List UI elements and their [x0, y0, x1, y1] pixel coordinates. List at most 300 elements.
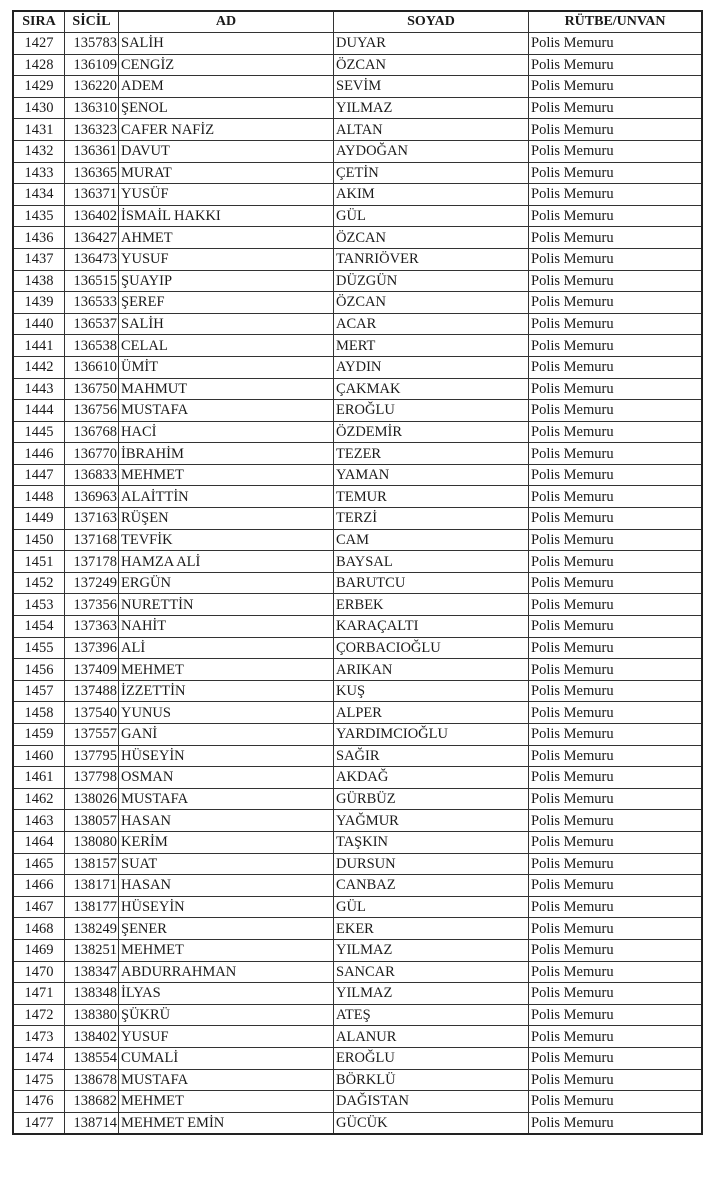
cell-rutbe: Polis Memuru — [529, 831, 703, 853]
cell-ad: MEHMET EMİN — [119, 1112, 334, 1134]
cell-soyad: ÖZDEMİR — [334, 421, 529, 443]
cell-rutbe: Polis Memuru — [529, 702, 703, 724]
cell-sicil: 136537 — [65, 313, 119, 335]
cell-sicil: 137363 — [65, 616, 119, 638]
cell-soyad: SEVİM — [334, 76, 529, 98]
cell-rutbe: Polis Memuru — [529, 119, 703, 141]
cell-sira: 1446 — [13, 443, 65, 465]
cell-rutbe: Polis Memuru — [529, 896, 703, 918]
cell-sicil: 138251 — [65, 939, 119, 961]
table-row — [13, 788, 702, 810]
cell-sira: 1462 — [13, 788, 65, 810]
cell-soyad: YILMAZ — [334, 97, 529, 119]
cell-sicil: 136610 — [65, 356, 119, 378]
table-row — [13, 1112, 702, 1134]
cell-soyad: YAMAN — [334, 464, 529, 486]
cell-ad: MEHMET — [119, 939, 334, 961]
cell-ad: HACİ — [119, 421, 334, 443]
table-row — [13, 551, 702, 573]
cell-soyad: ÇAKMAK — [334, 378, 529, 400]
cell-ad: HÜSEYİN — [119, 896, 334, 918]
cell-sicil: 137168 — [65, 529, 119, 551]
cell-sira: 1445 — [13, 421, 65, 443]
cell-sira: 1451 — [13, 551, 65, 573]
cell-sira: 1474 — [13, 1047, 65, 1069]
cell-sira: 1470 — [13, 961, 65, 983]
cell-ad: CUMALİ — [119, 1047, 334, 1069]
header-rutbe: RÜTBE/UNVAN — [529, 11, 703, 33]
cell-ad: MUSTAFA — [119, 1069, 334, 1091]
cell-ad: HASAN — [119, 875, 334, 897]
cell-sira: 1438 — [13, 270, 65, 292]
cell-rutbe: Polis Memuru — [529, 594, 703, 616]
cell-rutbe: Polis Memuru — [529, 356, 703, 378]
cell-rutbe: Polis Memuru — [529, 853, 703, 875]
cell-sicil: 136473 — [65, 248, 119, 270]
table-row — [13, 767, 702, 789]
cell-sicil: 137396 — [65, 637, 119, 659]
cell-rutbe: Polis Memuru — [529, 486, 703, 508]
cell-rutbe: Polis Memuru — [529, 1091, 703, 1113]
cell-soyad: ÇETİN — [334, 162, 529, 184]
cell-rutbe: Polis Memuru — [529, 140, 703, 162]
cell-soyad: ÖZCAN — [334, 292, 529, 314]
cell-soyad: YILMAZ — [334, 939, 529, 961]
cell-sicil: 137356 — [65, 594, 119, 616]
cell-ad: DAVUT — [119, 140, 334, 162]
cell-rutbe: Polis Memuru — [529, 961, 703, 983]
cell-soyad: AKIM — [334, 184, 529, 206]
cell-soyad: DAĞISTAN — [334, 1091, 529, 1113]
table-row — [13, 594, 702, 616]
table-row — [13, 853, 702, 875]
cell-sicil: 136323 — [65, 119, 119, 141]
cell-ad: ABDURRAHMAN — [119, 961, 334, 983]
cell-ad: OSMAN — [119, 767, 334, 789]
cell-rutbe: Polis Memuru — [529, 400, 703, 422]
cell-sira: 1431 — [13, 119, 65, 141]
cell-sicil: 137163 — [65, 508, 119, 530]
cell-ad: YUSUF — [119, 248, 334, 270]
cell-sicil: 138682 — [65, 1091, 119, 1113]
cell-soyad: BARUTCU — [334, 572, 529, 594]
table-row — [13, 831, 702, 853]
cell-sira: 1447 — [13, 464, 65, 486]
header-soyad: SOYAD — [334, 11, 529, 33]
table-row — [13, 508, 702, 530]
cell-sira: 1467 — [13, 896, 65, 918]
cell-ad: YUSUF — [119, 1026, 334, 1048]
cell-sira: 1471 — [13, 983, 65, 1005]
cell-sicil: 137249 — [65, 572, 119, 594]
personnel-table — [12, 10, 703, 1135]
table-row — [13, 1026, 702, 1048]
cell-soyad: AYDOĞAN — [334, 140, 529, 162]
cell-soyad: GÜCÜK — [334, 1112, 529, 1134]
cell-sira: 1455 — [13, 637, 65, 659]
cell-sira: 1453 — [13, 594, 65, 616]
cell-soyad: DUYAR — [334, 33, 529, 55]
cell-ad: YUNUS — [119, 702, 334, 724]
cell-ad: İSMAİL HAKKI — [119, 205, 334, 227]
table-row — [13, 119, 702, 141]
cell-sicil: 138057 — [65, 810, 119, 832]
cell-sira: 1460 — [13, 745, 65, 767]
cell-ad: MEHMET — [119, 1091, 334, 1113]
cell-soyad: GÜL — [334, 205, 529, 227]
cell-rutbe: Polis Memuru — [529, 767, 703, 789]
cell-soyad: TANRIÖVER — [334, 248, 529, 270]
cell-ad: SALİH — [119, 313, 334, 335]
cell-ad: HASAN — [119, 810, 334, 832]
table-row — [13, 140, 702, 162]
cell-ad: MUSTAFA — [119, 400, 334, 422]
cell-sira: 1466 — [13, 875, 65, 897]
header-sira: SIRA — [13, 11, 65, 33]
table-row — [13, 313, 702, 335]
cell-sicil: 136756 — [65, 400, 119, 422]
cell-rutbe: Polis Memuru — [529, 1112, 703, 1134]
cell-soyad: DÜZGÜN — [334, 270, 529, 292]
cell-sira: 1441 — [13, 335, 65, 357]
cell-soyad: GÜRBÜZ — [334, 788, 529, 810]
cell-ad: SALİH — [119, 33, 334, 55]
table-row — [13, 939, 702, 961]
cell-sicil: 136371 — [65, 184, 119, 206]
cell-sira: 1469 — [13, 939, 65, 961]
table-row — [13, 680, 702, 702]
cell-sira: 1429 — [13, 76, 65, 98]
cell-sira: 1477 — [13, 1112, 65, 1134]
cell-sira: 1461 — [13, 767, 65, 789]
cell-rutbe: Polis Memuru — [529, 551, 703, 573]
cell-soyad: SAĞIR — [334, 745, 529, 767]
cell-ad: HÜSEYİN — [119, 745, 334, 767]
cell-rutbe: Polis Memuru — [529, 637, 703, 659]
cell-sira: 1457 — [13, 680, 65, 702]
cell-ad: ŞÜKRÜ — [119, 1004, 334, 1026]
cell-sicil: 137178 — [65, 551, 119, 573]
cell-sira: 1440 — [13, 313, 65, 335]
cell-soyad: SANCAR — [334, 961, 529, 983]
table-row — [13, 745, 702, 767]
cell-sicil: 136427 — [65, 227, 119, 249]
cell-ad: MEHMET — [119, 659, 334, 681]
cell-ad: KERİM — [119, 831, 334, 853]
table-row — [13, 97, 702, 119]
cell-soyad: EROĞLU — [334, 1047, 529, 1069]
table-row — [13, 896, 702, 918]
cell-soyad: MERT — [334, 335, 529, 357]
cell-soyad: EROĞLU — [334, 400, 529, 422]
table-row — [13, 54, 702, 76]
cell-ad: NAHİT — [119, 616, 334, 638]
cell-soyad: BAYSAL — [334, 551, 529, 573]
header-sicil: SİCİL — [65, 11, 119, 33]
cell-sicil: 136538 — [65, 335, 119, 357]
cell-sicil: 138348 — [65, 983, 119, 1005]
cell-rutbe: Polis Memuru — [529, 918, 703, 940]
table-row — [13, 421, 702, 443]
table-row — [13, 33, 702, 55]
table-row — [13, 983, 702, 1005]
cell-soyad: ALTAN — [334, 119, 529, 141]
cell-rutbe: Polis Memuru — [529, 227, 703, 249]
cell-ad: YUSÜF — [119, 184, 334, 206]
cell-sira: 1459 — [13, 724, 65, 746]
table-row — [13, 205, 702, 227]
table-row — [13, 378, 702, 400]
cell-sira: 1436 — [13, 227, 65, 249]
cell-sira: 1428 — [13, 54, 65, 76]
cell-rutbe: Polis Memuru — [529, 1047, 703, 1069]
cell-rutbe: Polis Memuru — [529, 248, 703, 270]
table-row — [13, 400, 702, 422]
cell-rutbe: Polis Memuru — [529, 184, 703, 206]
cell-ad: CELAL — [119, 335, 334, 357]
cell-sicil: 136833 — [65, 464, 119, 486]
cell-sira: 1443 — [13, 378, 65, 400]
cell-sira: 1463 — [13, 810, 65, 832]
cell-soyad: ALPER — [334, 702, 529, 724]
cell-rutbe: Polis Memuru — [529, 162, 703, 184]
cell-sicil: 136750 — [65, 378, 119, 400]
cell-soyad: KARAÇALTI — [334, 616, 529, 638]
header-row — [13, 11, 702, 33]
table-body — [13, 33, 702, 1135]
cell-sicil: 138177 — [65, 896, 119, 918]
table-row — [13, 875, 702, 897]
table-row — [13, 292, 702, 314]
table-row — [13, 961, 702, 983]
cell-sira: 1450 — [13, 529, 65, 551]
table-row — [13, 1069, 702, 1091]
cell-soyad: CANBAZ — [334, 875, 529, 897]
cell-rutbe: Polis Memuru — [529, 313, 703, 335]
cell-sicil: 138380 — [65, 1004, 119, 1026]
cell-sira: 1452 — [13, 572, 65, 594]
cell-rutbe: Polis Memuru — [529, 788, 703, 810]
cell-ad: ADEM — [119, 76, 334, 98]
cell-rutbe: Polis Memuru — [529, 205, 703, 227]
cell-ad: HAMZA ALİ — [119, 551, 334, 573]
cell-soyad: ÖZCAN — [334, 227, 529, 249]
cell-sicil: 137540 — [65, 702, 119, 724]
table-row — [13, 529, 702, 551]
cell-rutbe: Polis Memuru — [529, 378, 703, 400]
cell-sira: 1468 — [13, 918, 65, 940]
table-row — [13, 356, 702, 378]
cell-sicil: 138402 — [65, 1026, 119, 1048]
cell-sicil: 136770 — [65, 443, 119, 465]
cell-rutbe: Polis Memuru — [529, 875, 703, 897]
table-row — [13, 227, 702, 249]
cell-ad: İLYAS — [119, 983, 334, 1005]
cell-ad: AHMET — [119, 227, 334, 249]
cell-rutbe: Polis Memuru — [529, 572, 703, 594]
cell-rutbe: Polis Memuru — [529, 508, 703, 530]
cell-ad: NURETTİN — [119, 594, 334, 616]
cell-sira: 1432 — [13, 140, 65, 162]
table-row — [13, 616, 702, 638]
cell-rutbe: Polis Memuru — [529, 1004, 703, 1026]
table-row — [13, 184, 702, 206]
cell-rutbe: Polis Memuru — [529, 745, 703, 767]
cell-sicil: 136963 — [65, 486, 119, 508]
cell-soyad: YARDIMCIOĞLU — [334, 724, 529, 746]
cell-soyad: ÖZCAN — [334, 54, 529, 76]
table-row — [13, 162, 702, 184]
cell-sira: 1427 — [13, 33, 65, 55]
table-row — [13, 76, 702, 98]
table-row — [13, 248, 702, 270]
cell-sicil: 136515 — [65, 270, 119, 292]
cell-sira: 1475 — [13, 1069, 65, 1091]
cell-sira: 1439 — [13, 292, 65, 314]
table-row — [13, 637, 702, 659]
cell-rutbe: Polis Memuru — [529, 680, 703, 702]
cell-sira: 1442 — [13, 356, 65, 378]
cell-rutbe: Polis Memuru — [529, 443, 703, 465]
table-row — [13, 1091, 702, 1113]
cell-ad: ALAİTTİN — [119, 486, 334, 508]
cell-rutbe: Polis Memuru — [529, 1026, 703, 1048]
cell-sira: 1434 — [13, 184, 65, 206]
cell-sicil: 137798 — [65, 767, 119, 789]
table-row — [13, 572, 702, 594]
cell-sicil: 135783 — [65, 33, 119, 55]
cell-soyad: EKER — [334, 918, 529, 940]
cell-soyad: DURSUN — [334, 853, 529, 875]
cell-ad: ÜMİT — [119, 356, 334, 378]
cell-sicil: 137488 — [65, 680, 119, 702]
cell-sicil: 138171 — [65, 875, 119, 897]
cell-ad: ŞUAYIP — [119, 270, 334, 292]
cell-sicil: 138714 — [65, 1112, 119, 1134]
cell-rutbe: Polis Memuru — [529, 724, 703, 746]
cell-sicil: 138554 — [65, 1047, 119, 1069]
cell-ad: ERGÜN — [119, 572, 334, 594]
cell-sicil: 138347 — [65, 961, 119, 983]
cell-ad: CAFER NAFİZ — [119, 119, 334, 141]
cell-sira: 1472 — [13, 1004, 65, 1026]
cell-sicil: 136310 — [65, 97, 119, 119]
cell-soyad: CAM — [334, 529, 529, 551]
cell-sira: 1458 — [13, 702, 65, 724]
table-row — [13, 443, 702, 465]
cell-rutbe: Polis Memuru — [529, 1069, 703, 1091]
cell-soyad: ÇORBACIOĞLU — [334, 637, 529, 659]
cell-rutbe: Polis Memuru — [529, 616, 703, 638]
cell-rutbe: Polis Memuru — [529, 939, 703, 961]
cell-soyad: YILMAZ — [334, 983, 529, 1005]
cell-soyad: AYDIN — [334, 356, 529, 378]
table-row — [13, 335, 702, 357]
table-header — [13, 11, 702, 33]
cell-rutbe: Polis Memuru — [529, 421, 703, 443]
header-ad: AD — [119, 11, 334, 33]
cell-sicil: 137409 — [65, 659, 119, 681]
cell-soyad: TERZİ — [334, 508, 529, 530]
table-row — [13, 464, 702, 486]
cell-ad: TEVFİK — [119, 529, 334, 551]
table-row — [13, 1047, 702, 1069]
cell-sicil: 138249 — [65, 918, 119, 940]
cell-sira: 1448 — [13, 486, 65, 508]
table-row — [13, 702, 702, 724]
cell-ad: ALİ — [119, 637, 334, 659]
cell-soyad: KUŞ — [334, 680, 529, 702]
cell-sicil: 136768 — [65, 421, 119, 443]
table-row — [13, 1004, 702, 1026]
cell-soyad: ALANUR — [334, 1026, 529, 1048]
cell-rutbe: Polis Memuru — [529, 659, 703, 681]
cell-soyad: YAĞMUR — [334, 810, 529, 832]
cell-rutbe: Polis Memuru — [529, 335, 703, 357]
cell-sira: 1464 — [13, 831, 65, 853]
cell-rutbe: Polis Memuru — [529, 292, 703, 314]
cell-rutbe: Polis Memuru — [529, 529, 703, 551]
cell-soyad: TEMUR — [334, 486, 529, 508]
cell-ad: CENGİZ — [119, 54, 334, 76]
cell-rutbe: Polis Memuru — [529, 54, 703, 76]
cell-sira: 1435 — [13, 205, 65, 227]
table-row — [13, 659, 702, 681]
table-row — [13, 270, 702, 292]
cell-sicil: 136402 — [65, 205, 119, 227]
cell-rutbe: Polis Memuru — [529, 33, 703, 55]
cell-sicil: 136365 — [65, 162, 119, 184]
cell-soyad: ERBEK — [334, 594, 529, 616]
cell-rutbe: Polis Memuru — [529, 983, 703, 1005]
cell-ad: MURAT — [119, 162, 334, 184]
cell-ad: ŞENER — [119, 918, 334, 940]
cell-sicil: 136109 — [65, 54, 119, 76]
table-row — [13, 724, 702, 746]
table-row — [13, 918, 702, 940]
cell-soyad: ARIKAN — [334, 659, 529, 681]
cell-sicil: 138678 — [65, 1069, 119, 1091]
cell-ad: MUSTAFA — [119, 788, 334, 810]
cell-sicil: 137557 — [65, 724, 119, 746]
table-row — [13, 486, 702, 508]
cell-rutbe: Polis Memuru — [529, 810, 703, 832]
cell-ad: ŞEREF — [119, 292, 334, 314]
table-row — [13, 810, 702, 832]
cell-sicil: 136220 — [65, 76, 119, 98]
cell-sira: 1444 — [13, 400, 65, 422]
cell-ad: MAHMUT — [119, 378, 334, 400]
cell-sicil: 137795 — [65, 745, 119, 767]
cell-sira: 1430 — [13, 97, 65, 119]
cell-soyad: GÜL — [334, 896, 529, 918]
cell-rutbe: Polis Memuru — [529, 464, 703, 486]
cell-soyad: ACAR — [334, 313, 529, 335]
cell-ad: ŞENOL — [119, 97, 334, 119]
cell-soyad: BÖRKLÜ — [334, 1069, 529, 1091]
cell-soyad: ATEŞ — [334, 1004, 529, 1026]
cell-sira: 1456 — [13, 659, 65, 681]
cell-sicil: 138026 — [65, 788, 119, 810]
cell-soyad: AKDAĞ — [334, 767, 529, 789]
cell-rutbe: Polis Memuru — [529, 76, 703, 98]
cell-ad: SUAT — [119, 853, 334, 875]
cell-ad: RÜŞEN — [119, 508, 334, 530]
cell-sira: 1449 — [13, 508, 65, 530]
cell-ad: İBRAHİM — [119, 443, 334, 465]
cell-sira: 1465 — [13, 853, 65, 875]
cell-sira: 1473 — [13, 1026, 65, 1048]
